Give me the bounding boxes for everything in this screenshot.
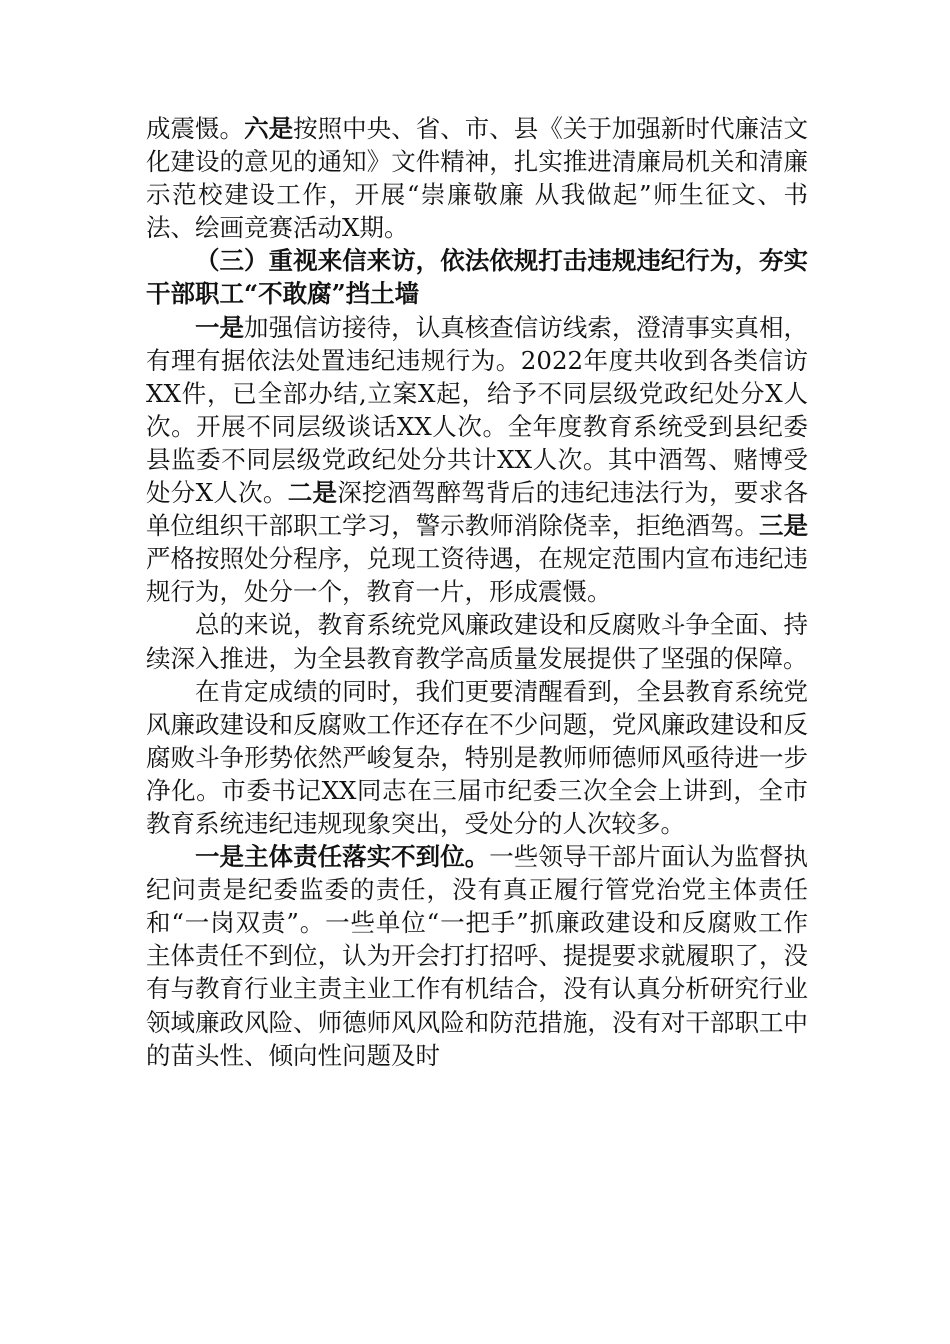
lead-six-is: 六是 [244, 114, 294, 143]
lead-two-is: 二是 [287, 478, 338, 508]
paragraph-responsibility [146, 840, 808, 1072]
lead-three-is: 三是 [758, 511, 809, 541]
paragraph-text: 按照中央、省、市、县《关于加强新时代廉洁文化建设的意见的通知》文件精神，扎实推进清廉局机关和清廉示范校建设工作，开展“崇廉敬廉 从我做起”师生征文、书法、绘画竞赛活动X期。 [146, 114, 809, 243]
document-body [146, 112, 808, 1072]
lead-one-is: 一是 [195, 312, 245, 342]
paragraph-text: 成震慑。 [146, 114, 245, 143]
paragraph-six-is [146, 112, 808, 244]
lead-responsibility: 一是主体责任落实不到位。 [195, 842, 490, 872]
paragraph-text: 深挖酒驾醉驾背后的违纪违法行为，要求各单位组织干部职工学习，警示教师消除侥幸，拒绝酒驾。 [146, 478, 809, 541]
paragraph-text: 加强信访接待，认真核查信访线索，澄清事实真相，有理有据依法处置违纪违规行为。2022年度共收到各类信访XX件，已全部办结,立案X起，给予不同层级党政纪处分X人次。开展不同层级谈话XX人次。全年度教育系统受到县纪委县监委不同层级党政纪处分共计XX人次。其中酒驾、赌博受处分X人次。 [146, 312, 809, 508]
paragraph-problems: 在肯定成绩的同时，我们更要清醒看到，全县教育系统党风廉政建设和反腐败工作还存在不少问题，党风廉政建设和反腐败斗争形势依然严峻复杂，特别是教师师德师风亟待进一步净化。市委书记XX同志在三届市纪委三次全会上讲到，全市教育系统违纪违规现象突出，受处分的人次较多。 [146, 676, 808, 838]
paragraph-text: 严格按照处分程序，兑现工资待遇，在规定范围内宣布违纪违规行为，处分一个，教育一片，形成震慑。 [146, 544, 808, 607]
paragraph-petitions [146, 311, 808, 609]
paragraph-text: 一些领导干部片面认为监督执纪问责是纪委监委的责任，没有真正履行管党治党主体责任和“一岗双责”。一些单位“一把手”抓廉政建设和反腐败工作主体责任不到位，认为开会打打招呼、提提要求就履职了，没有与教育行业主责主业工作有机结合，没有认真分析研究行业领域廉政风险、师德师风风险和防范措施，没有对干部职工中的苗头性、倾向性问题及时 [146, 842, 808, 1070]
paragraph-summary: 总的来说，教育系统党风廉政建设和反腐败斗争全面、持续深入推进，为全县教育教学高质量发展提供了坚强的保障。 [146, 610, 808, 673]
section-3-heading: （三）重视来信来访，依法依规打击违规违纪行为，夯实干部职工“不敢腐”挡土墙 [146, 246, 808, 309]
